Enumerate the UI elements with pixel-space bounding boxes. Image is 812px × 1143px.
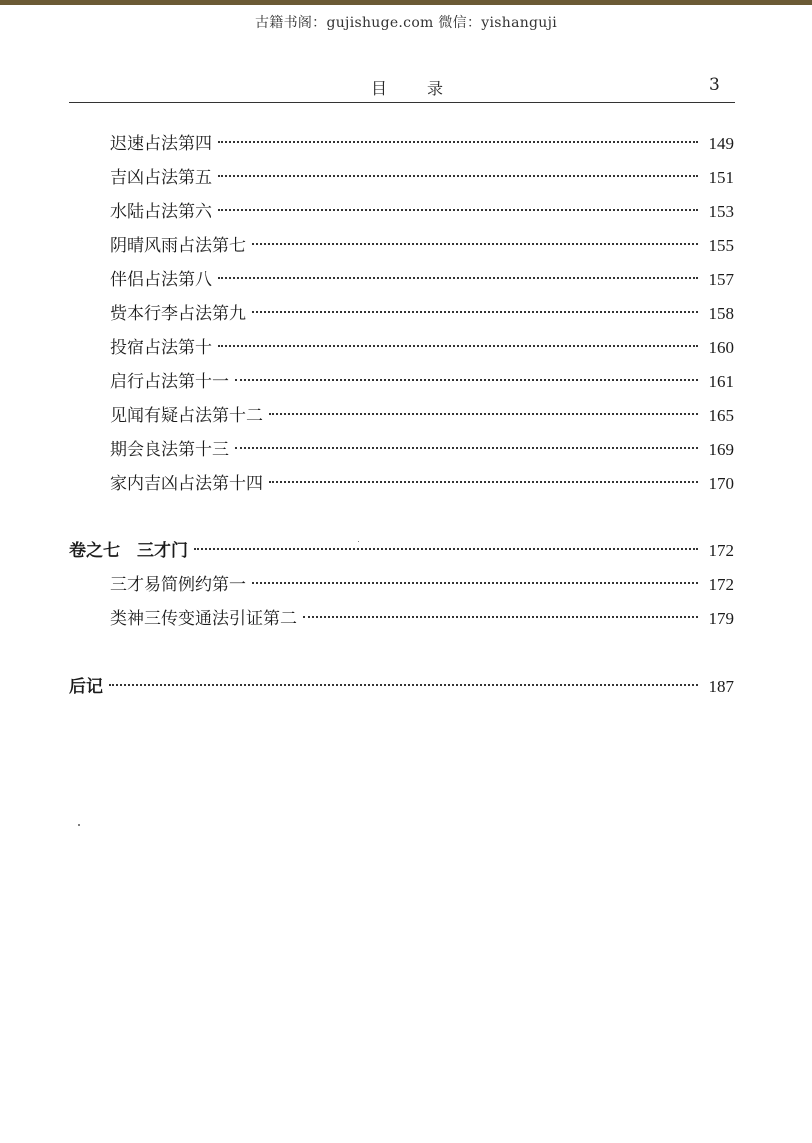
dot-leader — [252, 582, 698, 584]
toc-entry-title: 投宿占法第十 — [110, 338, 212, 358]
toc-section-title: 后记 — [69, 677, 103, 697]
header-rule — [69, 102, 735, 103]
toc-entry — [110, 607, 734, 631]
top-border — [0, 0, 812, 5]
toc-entry — [110, 472, 734, 496]
toc-entry — [110, 302, 734, 326]
dot-leader — [269, 481, 698, 483]
toc-entry — [110, 166, 734, 190]
toc-entry — [110, 370, 734, 394]
toc-entry-title: 水陆占法第六 — [110, 202, 212, 222]
dot-leader — [218, 209, 698, 211]
toc-entry-title: 期会良法第十三 — [110, 440, 229, 460]
toc-entry-title: 类神三传变通法引证第二 — [110, 609, 297, 629]
toc-entry-page: 170 — [708, 474, 734, 493]
dot-leader — [235, 379, 698, 381]
toc-section-entry — [69, 675, 734, 699]
page-number: 3 — [709, 75, 720, 95]
dot-leader — [109, 684, 698, 686]
toc-entry-page: 149 — [708, 134, 734, 153]
toc-entry-page: 169 — [708, 440, 734, 459]
dot-leader — [218, 345, 698, 347]
dot-leader — [194, 548, 698, 550]
toc-entry — [110, 132, 734, 156]
toc-section-title: 卷之七 三才门 — [69, 541, 188, 561]
toc-entry-page: 158 — [708, 304, 734, 323]
toc-entry-page: 179 — [708, 609, 734, 628]
toc-entry — [110, 200, 734, 224]
toc-entry — [110, 268, 734, 292]
toc-entry-page: 172 — [708, 575, 734, 594]
dot-leader — [235, 447, 698, 449]
toc-section-entry — [69, 539, 734, 563]
toc-entry — [110, 438, 734, 462]
toc-entry — [110, 336, 734, 360]
toc-entry-page: 155 — [708, 236, 734, 255]
watermark-text: 古籍书阁：gujishuge.com 微信：yishanguji — [254, 15, 558, 31]
toc-entry-title: 赀本行李占法第九 — [110, 304, 246, 324]
toc-entry-title: 见闻有疑占法第十二 — [110, 406, 263, 426]
scan-speck — [358, 541, 359, 542]
toc-entry-title: 吉凶占法第五 — [110, 168, 212, 188]
toc-entry — [110, 573, 734, 597]
dot-leader — [269, 413, 698, 415]
toc-entry-title: 启行占法第十一 — [110, 372, 229, 392]
toc-entry-page: 153 — [708, 202, 734, 221]
dot-leader — [218, 277, 698, 279]
dot-leader — [252, 243, 698, 245]
toc-entry-page: 165 — [708, 406, 734, 425]
dot-leader — [303, 616, 698, 618]
toc-entry — [110, 234, 734, 258]
scan-speck — [78, 824, 80, 826]
toc-entry-page: 161 — [708, 372, 734, 391]
toc-entry-page: 151 — [708, 168, 734, 187]
toc-entry-page: 160 — [708, 338, 734, 357]
toc-entry-page: 172 — [708, 541, 734, 560]
toc-entry — [110, 404, 734, 428]
toc-entry-title: 迟速占法第四 — [110, 134, 212, 154]
toc-entry-title: 阴晴风雨占法第七 — [110, 236, 246, 256]
toc-entry-page: 187 — [708, 677, 734, 696]
dot-leader — [218, 141, 698, 143]
toc-entry-title: 三才易简例约第一 — [110, 575, 246, 595]
toc-entry-title: 家内吉凶占法第十四 — [110, 474, 263, 494]
dot-leader — [252, 311, 698, 313]
running-title: 目录 — [371, 79, 484, 98]
toc-entry-page: 157 — [708, 270, 734, 289]
toc-entry-title: 伴侣占法第八 — [110, 270, 212, 290]
dot-leader — [218, 175, 698, 177]
